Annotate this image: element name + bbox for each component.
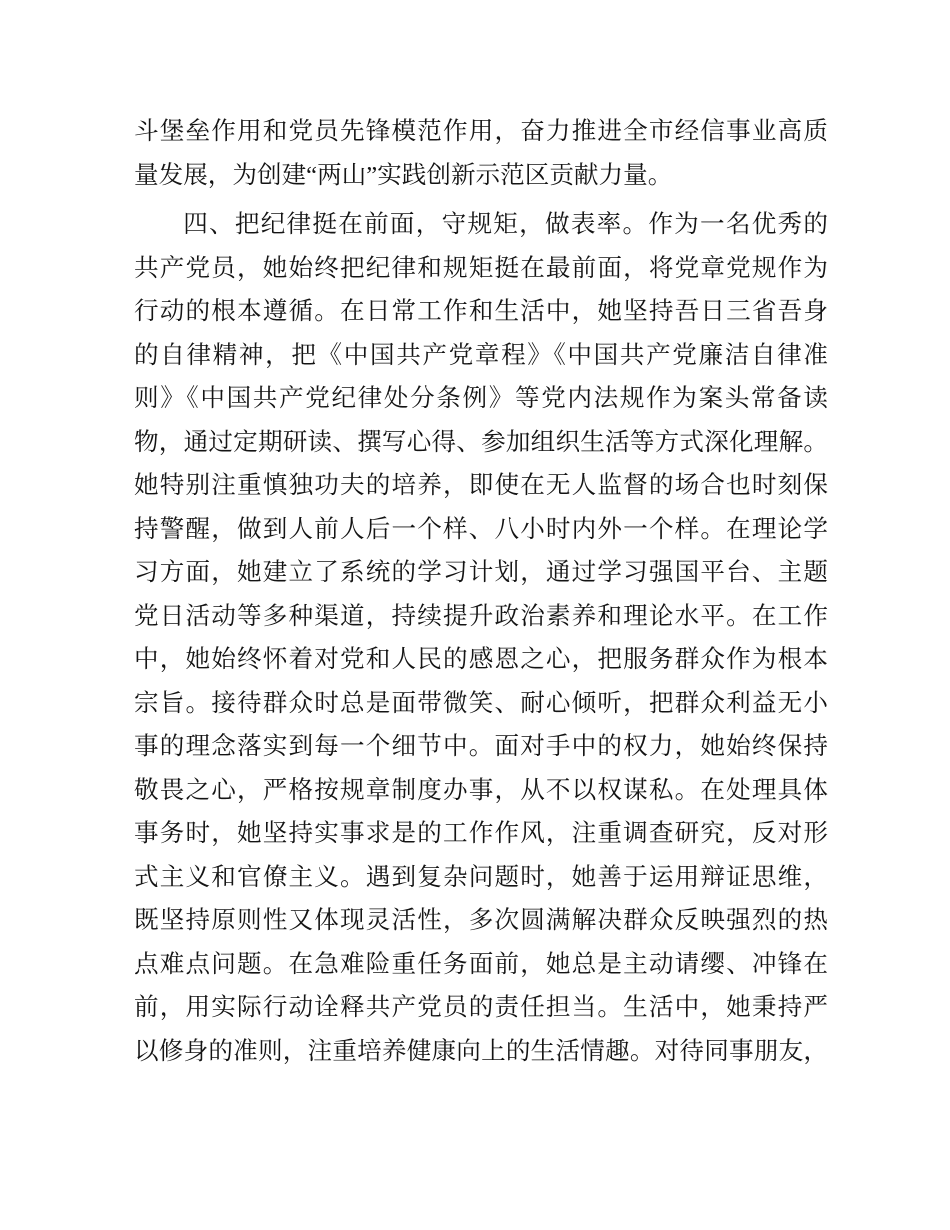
text-line: 斗堡垒作用和党员先锋模范作用，奋力推进全市经信事业高质 bbox=[134, 118, 828, 145]
document-body bbox=[134, 110, 828, 1073]
text-line: 既坚持原则性又体现灵活性，多次圆满解决群众反映强烈的热 bbox=[134, 907, 828, 934]
text-line: 行动的根本遵循。在日常工作和生活中，她坚持吾日三省吾身 bbox=[134, 298, 828, 325]
text-line: 敬畏之心，严格按规章制度办事，从不以权谋私。在处理具体 bbox=[134, 776, 828, 804]
text-line: 党日活动等多种渠道，持续提升政治素养和理论水平。在工作 bbox=[134, 602, 828, 630]
text-line: 物，通过定期研读、撰写心得、参加组织生活等方式深化理解。 bbox=[134, 428, 828, 456]
text-line: 中，她始终怀着对党和人民的感恩之心，把服务群众作为根本 bbox=[134, 646, 828, 673]
text-line: 前，用实际行动诠释共产党员的责任担当。生活中，她秉持严 bbox=[134, 994, 828, 1021]
text-line: 四、把纪律挺在前面，守规矩，做表率。作为一名优秀的 bbox=[183, 211, 828, 238]
text-line: 以修身的准则，注重培养健康向上的生活情趣。对待同事朋友， bbox=[134, 1037, 828, 1065]
text-line: 量发展，为创建“两山”实践创新示范区贡献力量。 bbox=[134, 161, 673, 189]
text-line: 式主义和官僚主义。遇到复杂问题时，她善于运用辩证思维， bbox=[134, 863, 828, 891]
text-line: 习方面，她建立了系统的学习计划，通过学习强国平台、主题 bbox=[134, 559, 828, 586]
text-line: 事务时，她坚持实事求是的工作作风，注重调查研究，反对形 bbox=[134, 820, 828, 847]
text-line: 点难点问题。在急难险重任务面前，她总是主动请缨、冲锋在 bbox=[134, 950, 828, 978]
text-line: 事的理念落实到每一个细节中。面对手中的权力，她始终保持 bbox=[134, 733, 828, 760]
text-line: 则》《中国共产党纪律处分条例》等党内法规作为案头常备读 bbox=[134, 385, 828, 412]
paragraph-continuation bbox=[134, 110, 828, 197]
text-line: 共产党员，她始终把纪律和规矩挺在最前面，将党章党规作为 bbox=[134, 254, 828, 282]
text-line: 的自律精神，把《中国共产党章程》《中国共产党廉洁自律准 bbox=[134, 341, 828, 369]
text-line: 宗旨。接待群众时总是面带微笑、耐心倾听，把群众利益无小 bbox=[134, 689, 828, 717]
paragraph-section-four bbox=[134, 203, 828, 1073]
text-line: 她特别注重慎独功夫的培养，即使在无人监督的场合也时刻保 bbox=[134, 472, 828, 499]
text-line: 持警醒，做到人前人后一个样、八小时内外一个样。在理论学 bbox=[134, 515, 828, 543]
